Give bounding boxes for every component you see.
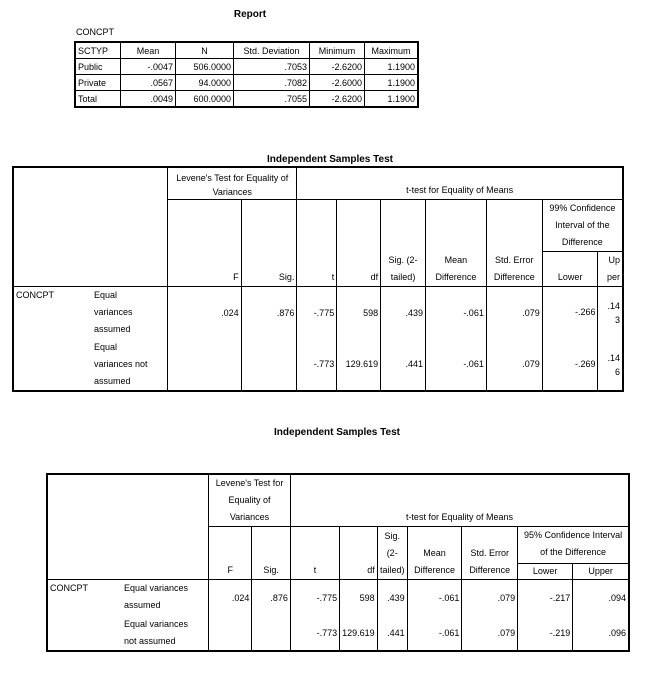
ci-header-line: 95% Confidence Interval	[524, 530, 623, 540]
test1-cell: .876	[241, 287, 297, 340]
test1-cell: -.266	[542, 287, 598, 340]
test1-col-sig: Sig.	[241, 200, 297, 287]
levene-header-line: Variances	[229, 512, 270, 522]
levene-header-line: Variances	[212, 187, 252, 197]
test1-cell-empty	[168, 339, 242, 391]
test1-table	[12, 166, 624, 392]
row-label-line: assumed	[94, 376, 131, 386]
report-cell: 1.1900	[365, 75, 419, 91]
upper-line: 3	[614, 314, 620, 325]
row-label-line: not assumed	[124, 636, 176, 646]
test1-cell-upper	[598, 339, 623, 391]
row-label-line: variances not	[94, 359, 148, 369]
test2-cell: 598	[340, 580, 378, 617]
report-cell: -2.6000	[310, 75, 365, 91]
test1-cell: .079	[486, 339, 542, 391]
report-title: Report	[233, 9, 267, 20]
report-cell: -2.6200	[310, 91, 365, 108]
upper-line: .14	[607, 352, 620, 363]
test1-col-F: F	[168, 200, 242, 287]
test1-row2-label	[13, 339, 168, 391]
test1-col-se	[486, 200, 542, 287]
report-cell: 1.1900	[365, 59, 419, 75]
table-row	[75, 59, 418, 75]
test2-ttest-header: t-test for Equality of Means	[290, 474, 629, 527]
report-row-label: Public	[75, 59, 121, 75]
test1-cell: -.269	[542, 339, 598, 391]
ci-header-line: 99% Confidence	[549, 203, 616, 213]
test1-cell: 129.619	[337, 339, 381, 391]
test2-col-F: F	[209, 527, 252, 580]
report-cell: .0567	[121, 75, 176, 91]
test1-cell: .079	[486, 287, 542, 340]
report-cell: 94.0000	[176, 75, 234, 91]
row-label-line: Equal variances	[124, 619, 189, 629]
report-header-n: N	[176, 42, 234, 59]
test1-cell: -.773	[297, 339, 337, 391]
test2-cell: -.219	[518, 616, 573, 651]
table-row	[47, 580, 629, 617]
test2-col-se	[462, 527, 518, 580]
test1-col-df: df	[337, 200, 381, 287]
test1-col-upper	[598, 252, 623, 287]
report-cell: 1.1900	[365, 91, 419, 108]
test1-cell-empty	[241, 339, 297, 391]
test2-cell: .079	[462, 616, 518, 651]
col-header-line: Std. Error	[470, 548, 509, 558]
test1-col-lower: Lower	[542, 252, 598, 287]
test2-cell: .441	[377, 616, 407, 651]
test2-cell: .094	[573, 580, 629, 617]
report-cell: .7055	[234, 91, 310, 108]
test1-col-sig2	[381, 200, 426, 287]
test1-levene-header	[168, 167, 297, 200]
test2-cell: .024	[209, 580, 252, 617]
report-header-mean: Mean	[121, 42, 176, 59]
test2-cell: -.775	[290, 580, 339, 617]
col-header-line: Up	[608, 255, 620, 265]
table-row	[13, 287, 623, 340]
row-label-line: Equal variances	[124, 583, 189, 593]
test2-col-sig2	[377, 527, 407, 580]
test1-cell: -.061	[425, 287, 486, 340]
col-header-line: Difference	[469, 565, 511, 575]
test1-cell: .024	[168, 287, 242, 340]
test2-col-lower: Lower	[518, 564, 573, 580]
report-header-stddev: Std. Deviation	[234, 42, 310, 59]
col-header-line: (2-	[386, 548, 398, 558]
test2-cell: .439	[377, 580, 407, 617]
test2-col-upper: Upper	[573, 564, 629, 580]
test2-cell-empty	[252, 616, 290, 651]
report-cell: 506.0000	[176, 59, 234, 75]
test2-cell: .876	[252, 580, 290, 617]
test2-cell: -.217	[518, 580, 573, 617]
test2-cell-empty	[209, 616, 252, 651]
test2-col-md	[407, 527, 462, 580]
test2-col-t: t	[290, 527, 339, 580]
report-variable-label: CONCPT	[76, 27, 114, 37]
row-label-line: assumed	[124, 600, 161, 610]
test2-col-df: df	[340, 527, 378, 580]
test1-col-md	[425, 200, 486, 287]
test2-ci-header	[518, 527, 629, 564]
levene-header-line: Levene's Test for Equality of	[176, 173, 289, 183]
test2-col-sig: Sig.	[252, 527, 290, 580]
ci-header-line: of the Difference	[540, 547, 606, 557]
test2-row1-label	[47, 580, 209, 617]
test2-corner	[47, 474, 209, 580]
report-cell: .7082	[234, 75, 310, 91]
col-header-line: Sig.	[384, 531, 400, 541]
row-label-line: Equal	[94, 342, 118, 352]
report-cell: .0049	[121, 91, 176, 108]
col-header-line: Std. Error	[495, 255, 534, 265]
report-cell: -2.6200	[310, 59, 365, 75]
col-header-line: Mean	[444, 255, 468, 265]
col-header-line: Difference	[414, 565, 455, 575]
test1-cell: -.061	[425, 339, 486, 391]
test2-cell: .079	[462, 580, 518, 617]
col-header-line: Difference	[435, 272, 477, 282]
test2-cell: -.773	[290, 616, 339, 651]
test1-row1-label	[13, 287, 168, 340]
col-header-line: per	[606, 272, 620, 282]
test2-table	[46, 473, 630, 652]
table-row	[13, 339, 623, 391]
test1-corner	[13, 167, 168, 287]
report-row-label: Private	[75, 75, 121, 91]
test1-col-t: t	[297, 200, 337, 287]
test2-variable: CONCPT	[50, 583, 88, 593]
row-label-line: variances	[94, 307, 133, 317]
ci-header-line: Difference	[561, 237, 603, 247]
test2-cell: -.061	[407, 580, 462, 617]
row-label-line: assumed	[94, 324, 131, 334]
col-header-line: Difference	[493, 272, 535, 282]
table-row	[47, 616, 629, 651]
test1-cell: -.775	[297, 287, 337, 340]
test1-cell: .441	[381, 339, 426, 391]
test2-row2-label	[47, 616, 209, 651]
col-header-line: tailed)	[379, 565, 405, 575]
test1-variable: CONCPT	[16, 290, 54, 300]
col-header-line: Mean	[423, 548, 446, 558]
col-header-line: Sig. (2-	[388, 255, 418, 265]
test2-cell: .096	[573, 616, 629, 651]
report-table	[74, 41, 419, 108]
report-cell: .7053	[234, 59, 310, 75]
table-row	[75, 91, 418, 108]
row-label-line: Equal	[94, 290, 118, 300]
report-header-max: Maximum	[365, 42, 419, 59]
test1-cell-upper	[598, 287, 623, 340]
report-row-label: Total	[75, 91, 121, 108]
test1-ci-header	[542, 200, 623, 252]
test1-ttest-header: t-test for Equality of Means	[297, 167, 623, 200]
table-row	[75, 75, 418, 91]
levene-header-line: Levene's Test for	[215, 478, 284, 488]
test2-levene-header	[209, 474, 291, 527]
test1-cell: .439	[381, 287, 426, 340]
report-header-min: Minimum	[310, 42, 365, 59]
test2-cell: -.061	[407, 616, 462, 651]
test1-title: Independent Samples Test	[267, 154, 393, 165]
test2-cell: 129.619	[340, 616, 378, 651]
levene-header-line: Equality of	[228, 495, 271, 505]
test1-cell: 598	[337, 287, 381, 340]
report-cell: 600.0000	[176, 91, 234, 108]
report-cell: -.0047	[121, 59, 176, 75]
report-header-sctyp: SCTYP	[75, 42, 121, 59]
upper-line: 6	[614, 366, 620, 377]
ci-header-line: Interval of the	[555, 220, 610, 230]
test2-title: Independent Samples Test	[274, 427, 400, 438]
upper-line: .14	[607, 300, 620, 311]
col-header-line: tailed)	[390, 272, 416, 282]
report-header-row	[75, 42, 418, 59]
